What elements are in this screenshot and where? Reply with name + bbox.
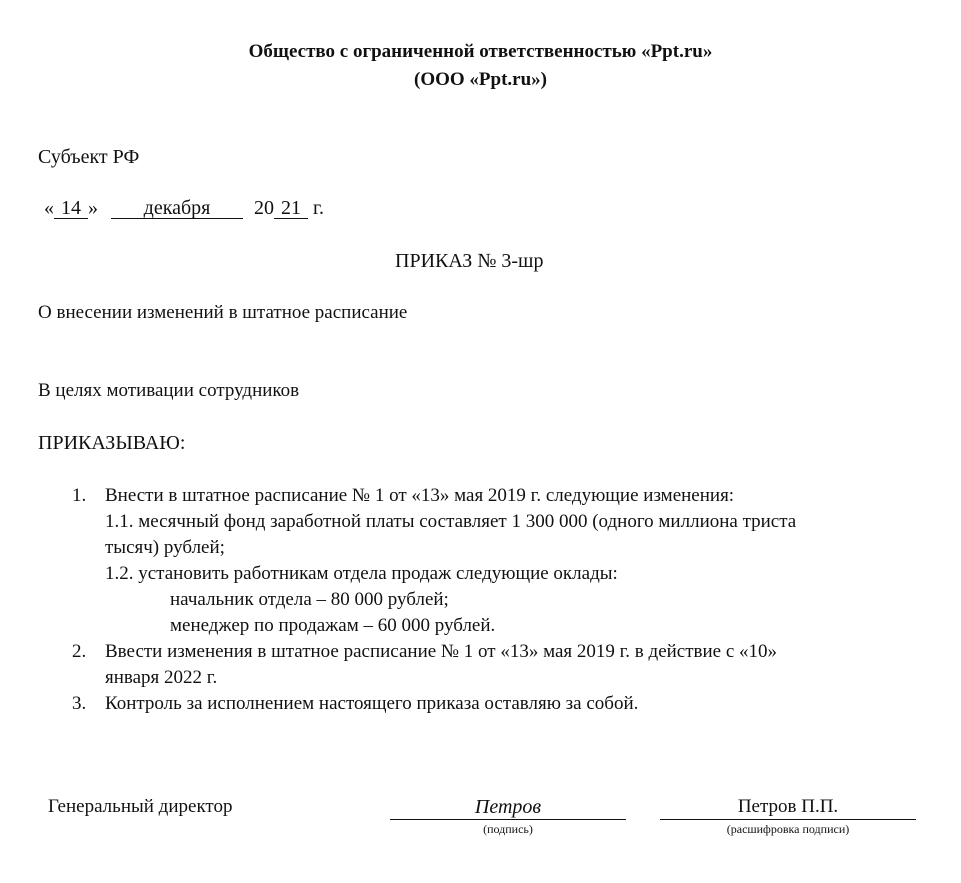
subitem-1-2: 1.2. установить работникам отдела продаж следующие оклады: [105,563,618,584]
date-month: декабря [111,198,243,219]
item-2-line2: января 2022 г. [105,667,218,688]
item-3-text: Контроль за исполнением настоящего приказа оставляю за собой. [105,693,639,714]
subitem-1-1-line1: 1.1. месячный фонд заработной платы составляет 1 300 000 (одного миллиона триста [105,511,797,532]
date-open-quote: « [44,197,54,219]
signer-name: Петров П.П. [737,796,839,817]
salary-head: начальник отдела – 80 000 рублей; [170,589,449,610]
name-caption: (расшифровка подписи) [726,822,850,836]
date-year-prefix: 20 [254,197,274,219]
director-position: Генеральный директор [48,796,233,817]
signature-line [390,819,626,820]
subitem-1-1-line2: тысяч) рублей; [105,537,225,558]
salary-manager: менеджер по продажам – 60 000 рублей. [170,615,496,636]
item-1-number: 1. [72,485,87,506]
date-day: 14 [54,198,88,219]
place-label: Субъект РФ [38,146,140,168]
order-title: ПРИКАЗ № 3-шр [395,250,544,272]
date-close-quote: » [88,197,98,219]
order-purpose: В целях мотивации сотрудников [38,380,300,401]
item-1-text: Внести в штатное расписание № 1 от «13» мая 2019 г. следующие изменения: [105,485,735,506]
signature: Петров [474,796,542,818]
order-subject: О внесении изменений в штатное расписание [38,302,408,323]
item-3-number: 3. [72,693,87,714]
organization-short-name: (ООО «Ppt.ru») [414,69,547,90]
signature-caption: (подпись) [483,822,533,836]
item-2-number: 2. [72,641,87,662]
item-2-line1: Ввести изменения в штатное расписание № 1 от «13» мая 2019 г. в действие с «10» [105,641,778,662]
order-date [44,197,324,220]
date-year-suffix: 21 [274,198,308,219]
date-year-unit: г. [313,197,324,219]
name-line [660,819,916,820]
order-command: ПРИКАЗЫВАЮ: [38,432,186,454]
organization-full-name: Общество с ограниченной ответственностью «Ppt.ru» [248,41,713,62]
